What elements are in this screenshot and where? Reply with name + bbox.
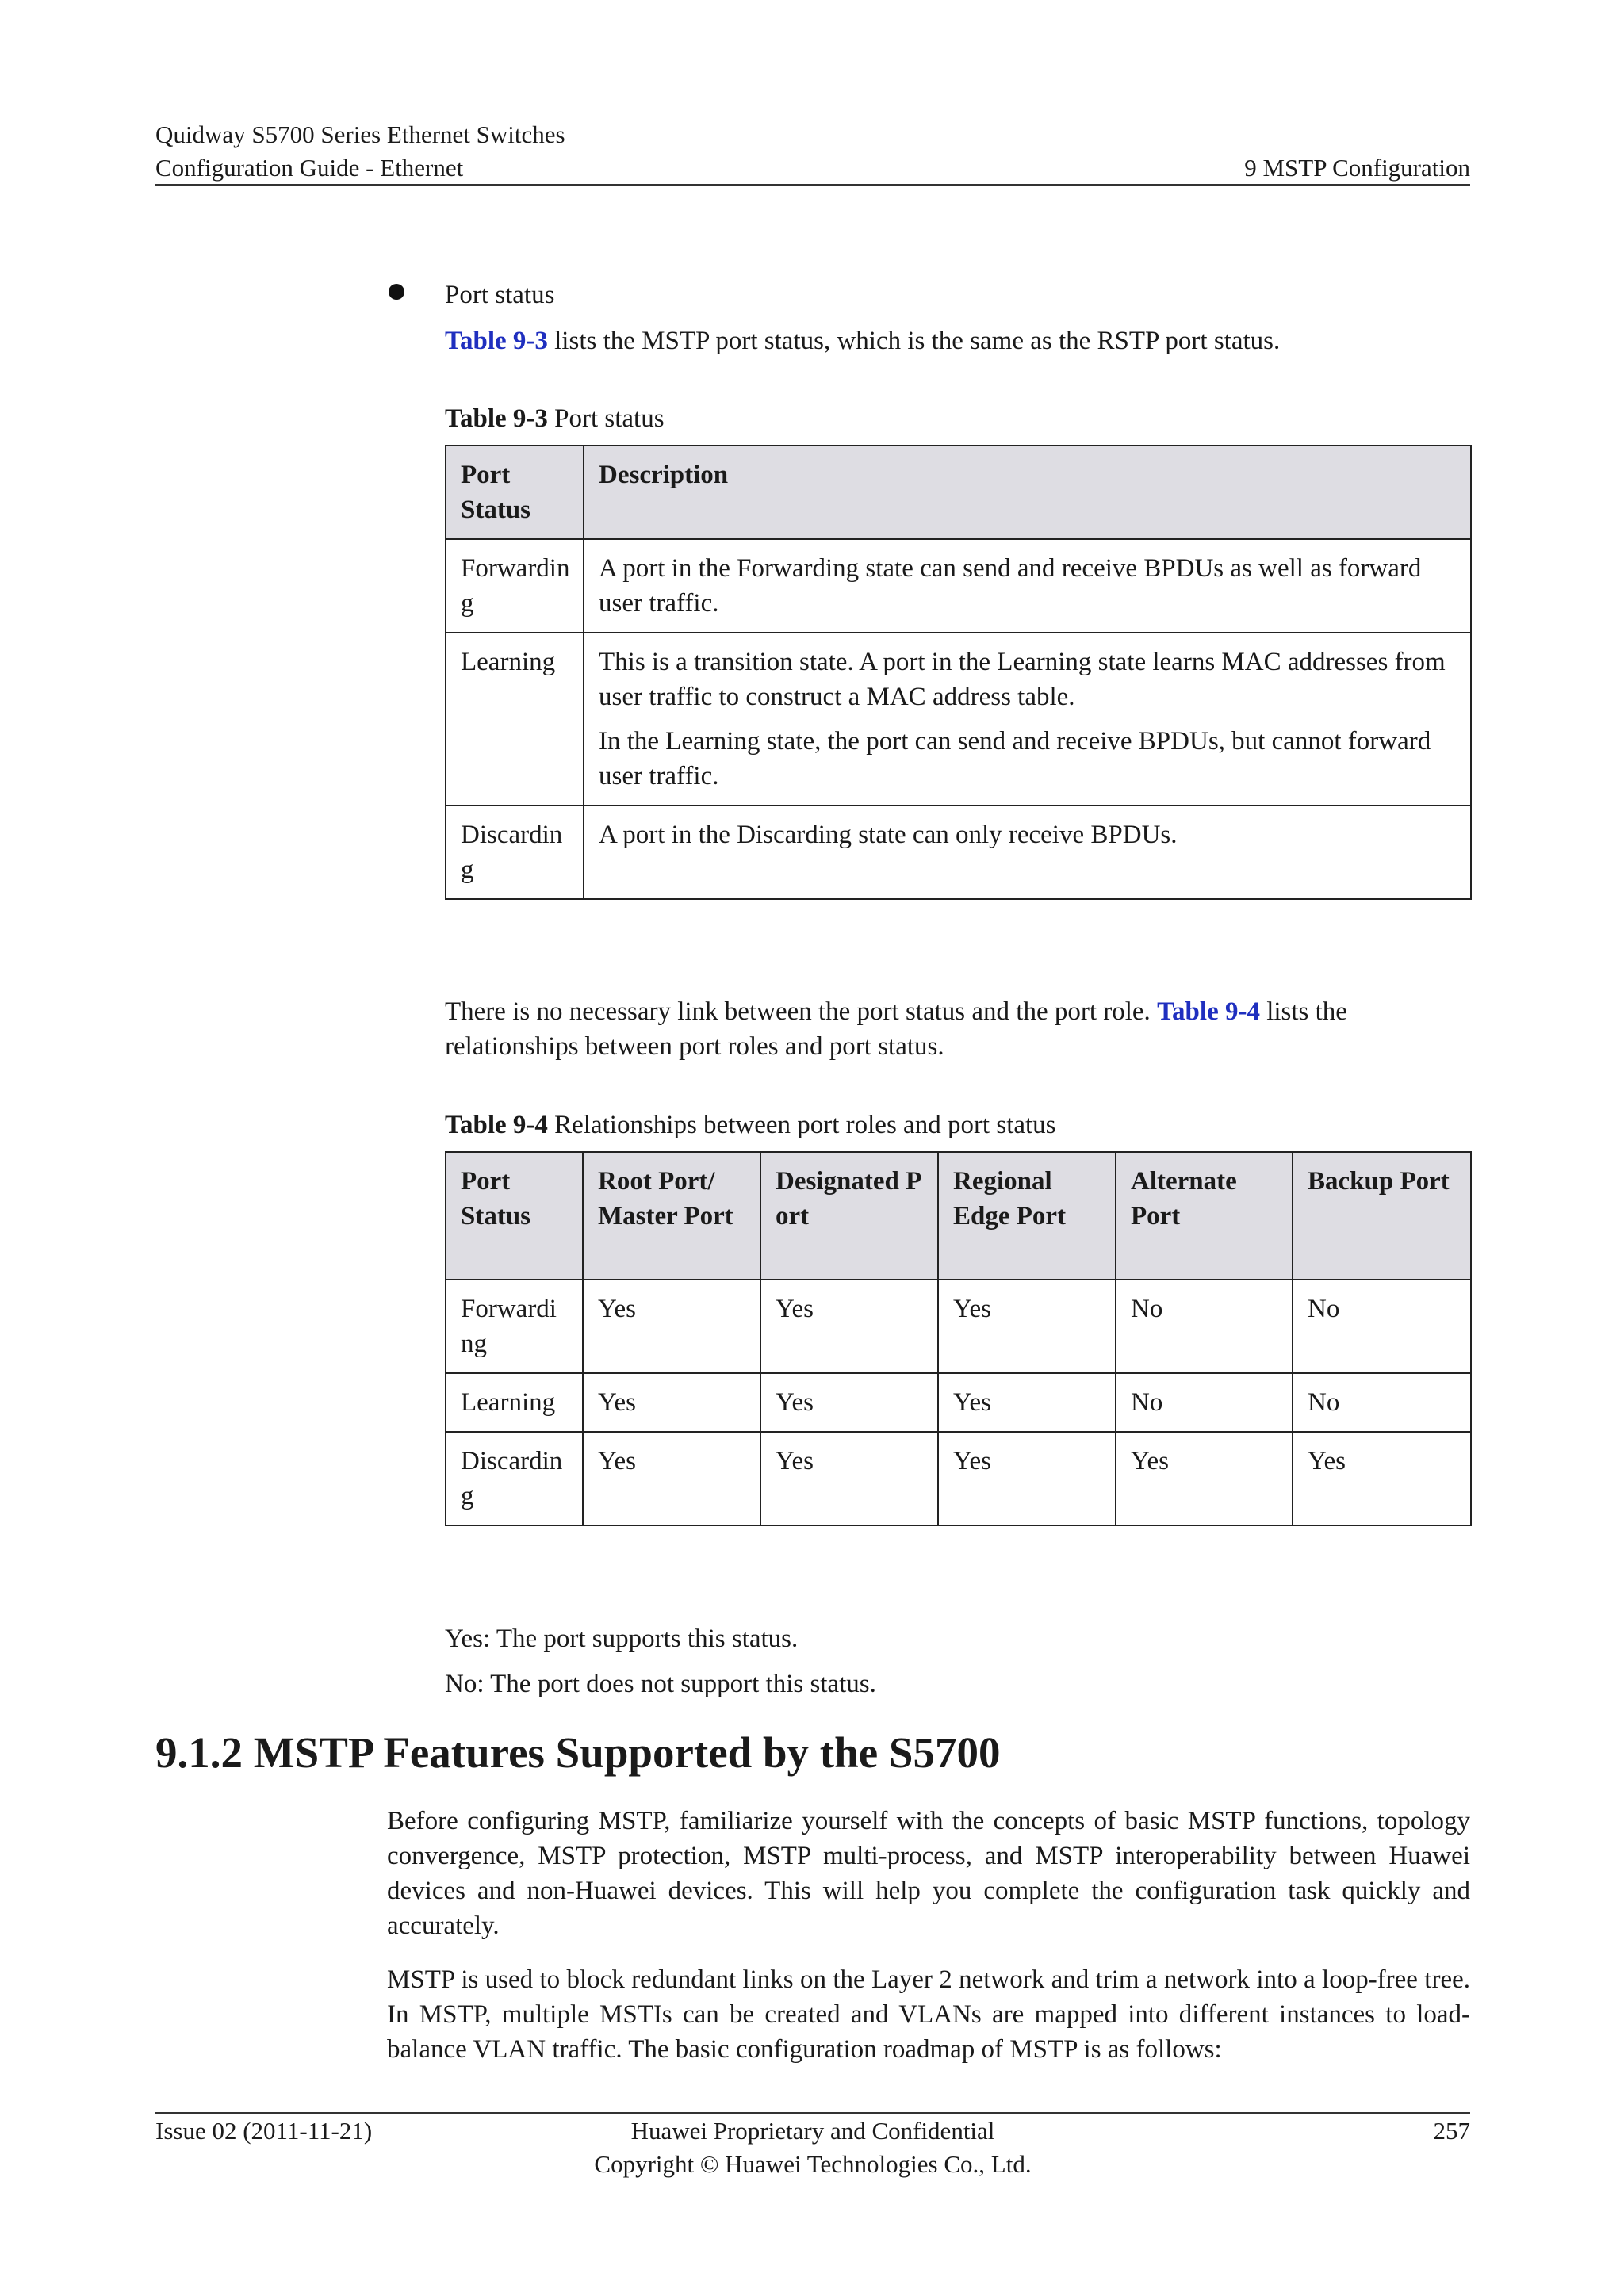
port-status-label: Port status bbox=[445, 281, 555, 309]
section-title: 9.1.2 MSTP Features Supported by the S5700 bbox=[155, 1728, 1001, 1777]
table-9-4-cell: Yes bbox=[938, 1280, 1116, 1373]
footer-rule bbox=[155, 2112, 1470, 2114]
table-9-4-caption-number: Table 9-4 bbox=[445, 1111, 548, 1139]
footer-issue: Issue 02 (2011-11-21) bbox=[155, 2117, 373, 2145]
table-9-3-cell-desc bbox=[584, 633, 1471, 806]
table-9-4-header-port-status: Port Status bbox=[446, 1152, 583, 1280]
table-9-3-cell-status: Forwarding bbox=[446, 539, 584, 633]
header-title: Quidway S5700 Series Ethernet Switches bbox=[155, 121, 565, 148]
table-9-4 bbox=[445, 1151, 1472, 1526]
table-9-4-cell: Yes bbox=[760, 1373, 938, 1432]
table-9-4-cell: No bbox=[1116, 1280, 1293, 1373]
table-9-4-cell: No bbox=[1293, 1373, 1471, 1432]
port-role-intro-text: There is no necessary link between the port status and the port role. bbox=[445, 997, 1158, 1026]
table-9-3-desc-para: A port in the Forwarding state can send and receive BPDUs as well as forward user traffic. bbox=[599, 554, 1422, 618]
table-9-3-header-port-status: Port Status bbox=[446, 446, 584, 539]
port-role-intro-text-rest: lists the relationships between port roles and port status. bbox=[445, 997, 1347, 1061]
table-9-4-caption-text: Relationships between port roles and port status bbox=[547, 1111, 1056, 1139]
legend-yes: Yes: The port supports this status. bbox=[445, 1624, 799, 1653]
table-row bbox=[446, 633, 1471, 806]
header-chapter: 9 MSTP Configuration bbox=[1244, 154, 1470, 182]
footer-confidential: Huawei Proprietary and Confidential bbox=[630, 2117, 995, 2145]
footer-page-number: 257 bbox=[1433, 2117, 1470, 2145]
table-9-3-cell-status: Discarding bbox=[446, 806, 584, 899]
table-9-4-cell: No bbox=[1116, 1373, 1293, 1432]
table-row bbox=[446, 806, 1471, 899]
table-9-4-cell-status: Learning bbox=[446, 1373, 583, 1432]
section-paragraph-1: Before configuring MSTP, familiarize yourself with the concepts of basic MSTP functions, topology convergence, MSTP protection, MSTP multi-process, and MSTP interoperability between Huawei devices and non-Huawei devices. This will help you complete the configuration task quickly and accurately. bbox=[387, 1807, 1470, 1940]
port-status-intro bbox=[445, 323, 1476, 358]
table-9-3-cell-desc bbox=[584, 539, 1471, 633]
table-9-4-caption bbox=[445, 1108, 1056, 1142]
table-9-3-cell-desc bbox=[584, 806, 1471, 899]
header-rule bbox=[155, 184, 1470, 186]
table-9-4-cell: Yes bbox=[938, 1432, 1116, 1525]
table-9-3-header-row bbox=[446, 446, 1471, 539]
table-9-4-cell: Yes bbox=[583, 1280, 760, 1373]
bullet-icon bbox=[389, 284, 404, 300]
table-9-3-header-description: Description bbox=[584, 446, 1471, 539]
table-9-3-caption bbox=[445, 401, 665, 436]
table-row bbox=[446, 1280, 1471, 1373]
table-9-4-cell: Yes bbox=[1116, 1432, 1293, 1525]
table-9-3-desc-para: In the Learning state, the port can send and receive BPDUs, but cannot forward user traffic. bbox=[599, 727, 1431, 790]
table-9-4-cell: Yes bbox=[760, 1280, 938, 1373]
table-9-4-cell-status: Discarding bbox=[446, 1432, 583, 1525]
table-9-4-header-backup-port: Backup Port bbox=[1293, 1152, 1471, 1280]
table-9-3-cell-status: Learning bbox=[446, 633, 584, 806]
header-subtitle: Configuration Guide - Ethernet bbox=[155, 154, 464, 182]
table-9-4-cell: Yes bbox=[583, 1432, 760, 1525]
table-9-4-link[interactable]: Table 9-4 bbox=[1157, 997, 1260, 1026]
table-9-4-cell: Yes bbox=[760, 1432, 938, 1525]
table-9-3-caption-number: Table 9-3 bbox=[445, 404, 548, 433]
table-9-4-header-alternate-port: Alternate Port bbox=[1116, 1152, 1293, 1280]
table-row bbox=[446, 539, 1471, 633]
table-9-3-link[interactable]: Table 9-3 bbox=[445, 327, 548, 355]
table-9-4-cell: No bbox=[1293, 1280, 1471, 1373]
table-9-4-cell: Yes bbox=[583, 1373, 760, 1432]
table-row bbox=[446, 1373, 1471, 1432]
table-9-4-header-designated-port: Designated Port bbox=[760, 1152, 938, 1280]
table-9-4-cell: Yes bbox=[1293, 1432, 1471, 1525]
table-9-3-caption-text: Port status bbox=[547, 404, 665, 433]
table-9-3 bbox=[445, 445, 1472, 900]
port-status-intro-text: lists the MSTP port status, which is the same as the RSTP port status. bbox=[547, 327, 1281, 355]
table-9-4-header-root-port: Root Port/ Master Port bbox=[583, 1152, 760, 1280]
table-9-4-header-regional-edge-port: Regional Edge Port bbox=[938, 1152, 1116, 1280]
section-paragraph-2: MSTP is used to block redundant links on the Layer 2 network and trim a network into a loop-free tree. In MSTP, multiple MSTIs can be created and VLANs are mapped into different instances to load-balance VLAN traffic. The basic configuration roadmap of MSTP is as follows: bbox=[387, 1965, 1470, 2064]
legend-no: No: The port does not support this status. bbox=[445, 1670, 876, 1698]
table-9-3-desc-para: This is a transition state. A port in the Learning state learns MAC addresses from user traffic to construct a MAC address table. bbox=[599, 648, 1446, 711]
table-9-4-cell: Yes bbox=[938, 1373, 1116, 1432]
port-role-intro bbox=[445, 994, 1470, 1064]
table-9-4-cell-status: Forwarding bbox=[446, 1280, 583, 1373]
table-9-3-desc-para: A port in the Discarding state can only receive BPDUs. bbox=[599, 821, 1178, 849]
footer-copyright: Copyright © Huawei Technologies Co., Ltd. bbox=[594, 2150, 1032, 2178]
table-9-4-header-row bbox=[446, 1152, 1471, 1280]
table-row bbox=[446, 1432, 1471, 1525]
